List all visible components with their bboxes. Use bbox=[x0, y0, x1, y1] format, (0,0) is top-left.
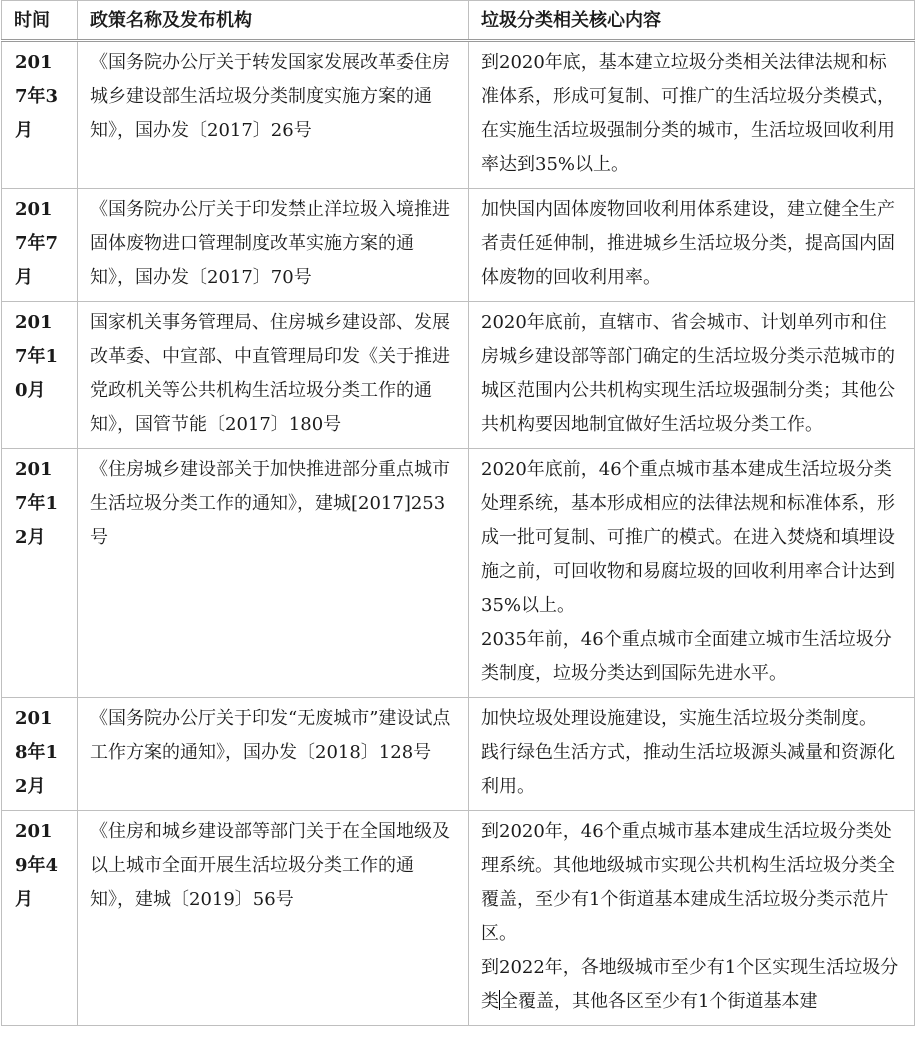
content-paragraph: 加快垃圾处理设施建设，实施生活垃圾分类制度。 bbox=[481, 708, 877, 729]
header-policy: 政策名称及发布机构 bbox=[78, 1, 469, 41]
time-cell: 2019年4月 bbox=[2, 811, 78, 1026]
content-paragraph: 到2020年，46个重点城市基本建成生活垃圾分类处理系统。其他地级城市实现公共机构生活垃圾分类全覆盖，至少有1个街道基本建成生活垃圾分类示范片区。 bbox=[481, 821, 895, 944]
content-cell[interactable] bbox=[469, 811, 915, 1026]
policy-cell: 《住房和城乡建设部等部门关于在全国地级及以上城市全面开展生活垃圾分类工作的通知》，建城〔2019〕56号 bbox=[78, 811, 469, 1026]
time-cell: 2017年7月 bbox=[2, 189, 78, 302]
content-cell bbox=[469, 41, 915, 189]
time-cell: 2017年3月 bbox=[2, 41, 78, 189]
header-content: 垃圾分类相关核心内容 bbox=[469, 1, 915, 41]
table-row bbox=[2, 811, 915, 1026]
time-cell: 2017年12月 bbox=[2, 449, 78, 698]
content-text-before-cursor: 到2022年，各地级城市至少有1个区实现生活垃圾分类 bbox=[481, 957, 899, 1012]
policy-cell: 《国务院办公厅关于印发禁止洋垃圾入境推进固体废物进口管理制度改革实施方案的通知》，国办发〔2017〕70号 bbox=[78, 189, 469, 302]
content-paragraph: 2020年底前，直辖市、省会城市、计划单列市和住房城乡建设部等部门确定的生活垃圾分类示范城市的城区范围内公共机构实现生活垃圾强制分类；其他公共机构要因地制宜做好生活垃圾分类工作。 bbox=[481, 312, 895, 435]
content-cell bbox=[469, 189, 915, 302]
policy-cell: 《住房城乡建设部关于加快推进部分重点城市生活垃圾分类工作的通知》，建城[2017]253号 bbox=[78, 449, 469, 698]
table-row bbox=[2, 698, 915, 811]
policy-cell: 国家机关事务管理局、住房城乡建设部、发展改革委、中宣部、中直管理局印发《关于推进党政机关等公共机构生活垃圾分类工作的通知》，国管节能〔2017〕180号 bbox=[78, 302, 469, 449]
time-cell: 2018年12月 bbox=[2, 698, 78, 811]
table-row bbox=[2, 189, 915, 302]
content-paragraph-editing[interactable] bbox=[481, 951, 902, 1019]
table-row bbox=[2, 41, 915, 189]
content-paragraph: 加快国内固体废物回收利用体系建设，建立健全生产者责任延伸制，推进城乡生活垃圾分类，提高国内固体废物的回收利用率。 bbox=[481, 199, 895, 288]
time-cell: 2017年10月 bbox=[2, 302, 78, 449]
table-row bbox=[2, 302, 915, 449]
content-paragraph: 2020年底前，46个重点城市基本建成生活垃圾分类处理系统，基本形成相应的法律法规和标准体系，形成一批可复制、可推广的模式。在进入焚烧和填埋设施之前，可回收物和易腐垃圾的回收利用率合计达到35%以上。 bbox=[481, 459, 895, 616]
content-text-after-cursor: 全覆盖，其他各区至少有1个街道基本建 bbox=[500, 991, 818, 1012]
content-cell bbox=[469, 302, 915, 449]
content-cell bbox=[469, 698, 915, 811]
content-paragraph: 到2020年底，基本建立垃圾分类相关法律法规和标准体系，形成可复制、可推广的生活垃圾分类模式，在实施生活垃圾强制分类的城市，生活垃圾回收利用率达到35%以上。 bbox=[481, 52, 895, 175]
policy-table bbox=[1, 0, 915, 1026]
content-paragraph: 2035年前，46个重点城市全面建立城市生活垃圾分类制度，垃圾分类达到国际先进水平。 bbox=[481, 629, 892, 684]
header-time: 时间 bbox=[2, 1, 78, 41]
policy-cell: 《国务院办公厅关于印发“无废城市”建设试点工作方案的通知》，国办发〔2018〕128号 bbox=[78, 698, 469, 811]
content-paragraph: 践行绿色生活方式，推动生活垃圾源头减量和资源化利用。 bbox=[481, 742, 895, 797]
content-cell bbox=[469, 449, 915, 698]
table-row bbox=[2, 449, 915, 698]
policy-cell: 《国务院办公厅关于转发国家发展改革委住房城乡建设部生活垃圾分类制度实施方案的通知》，国办发〔2017〕26号 bbox=[78, 41, 469, 189]
header-row bbox=[2, 1, 915, 41]
